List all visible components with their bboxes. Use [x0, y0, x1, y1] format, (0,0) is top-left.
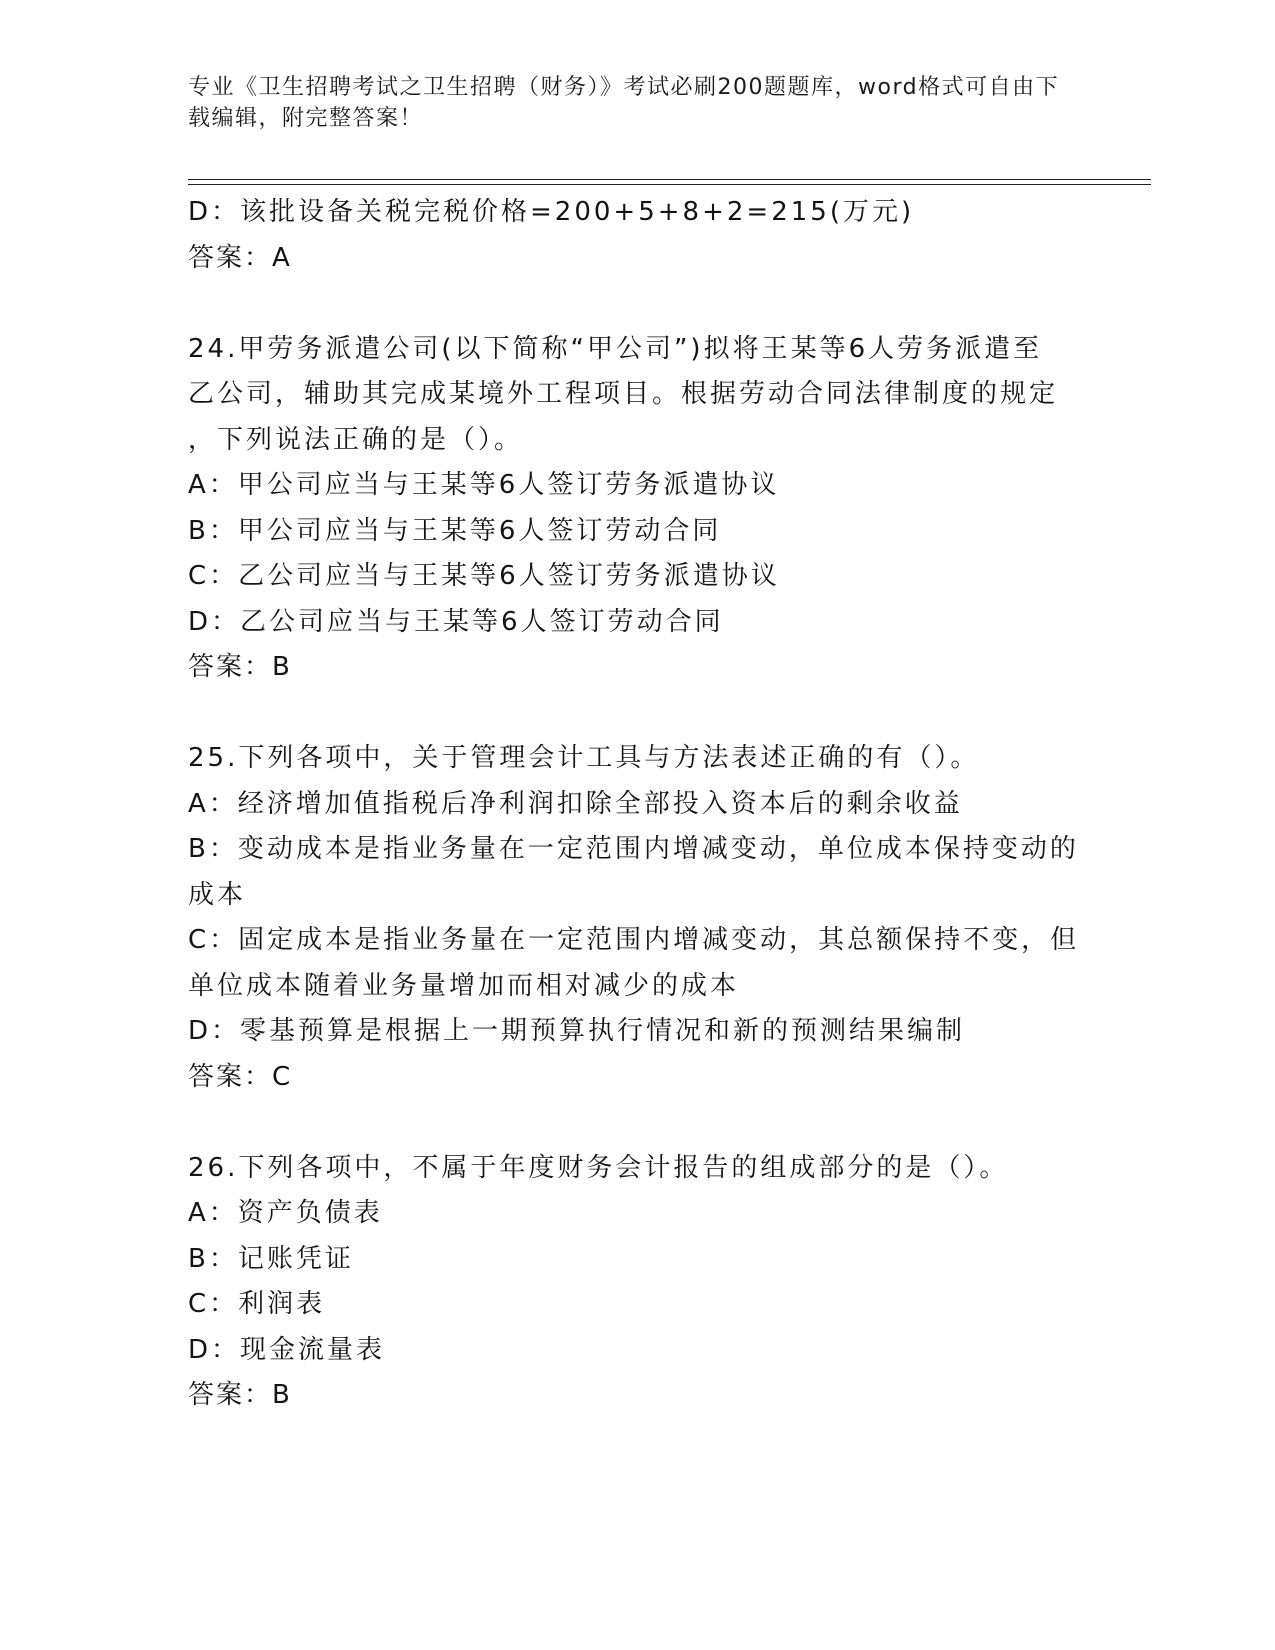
spacer	[188, 691, 1088, 737]
option-d: D：乙公司应当与王某等6人签订劳动合同	[188, 606, 724, 637]
question-25	[188, 736, 1088, 1100]
option-c: C：固定成本是指业务量在一定范围内增减变动，其总额保持不变，但	[188, 925, 1080, 955]
option-b-continued: 成本	[188, 879, 247, 910]
option-b: B：甲公司应当与王某等6人签订劳动合同	[188, 515, 722, 546]
option-a: A：资产负债表	[188, 1198, 383, 1228]
option-b: B：记账凭证	[188, 1243, 354, 1274]
option-b: B：变动成本是指业务量在一定范围内增减变动，单位成本保持变动的	[188, 834, 1079, 864]
option-c: C：乙公司应当与王某等6人签订劳务派遣协议	[188, 561, 780, 591]
answer: 答案：C	[188, 1061, 293, 1092]
option-c-continued: 单位成本随着业务量增加而相对减少的成本	[188, 970, 740, 1001]
option-d: D：零基预算是根据上一期预算执行情况和新的预测结果编制	[188, 1016, 966, 1046]
question-stem-line: 26.下列各项中，不属于年度财务会计报告的组成部分的是（）。	[188, 1152, 1009, 1183]
question-stem-line: 24.甲劳务派遣公司(以下简称“甲公司”)拟将王某等6人劳务派遣至	[188, 333, 1043, 364]
carryover-option-d: D：该批设备关税完税价格=200+5+8+2=215(万元)	[188, 197, 915, 227]
header-rule-bottom	[188, 184, 1151, 185]
question-24	[188, 327, 1088, 691]
spacer	[188, 1100, 1088, 1146]
option-d: D：现金流量表	[188, 1334, 386, 1365]
question-26	[188, 1146, 1088, 1419]
header-rule-top	[188, 179, 1151, 180]
question-stem-line: ，下列说法正确的是（）。	[188, 424, 524, 455]
spacer	[188, 281, 1088, 327]
answer: 答案：B	[188, 1380, 292, 1410]
question-stem-line: 25.下列各项中，关于管理会计工具与方法表述正确的有（）。	[188, 743, 980, 773]
option-a: A：甲公司应当与王某等6人签订劳务派遣协议	[188, 470, 780, 500]
option-c: C：利润表	[188, 1289, 326, 1319]
document-body	[188, 190, 1088, 1419]
carryover-answer: 答案：A	[188, 242, 292, 273]
question-stem-line: 乙公司，辅助其完成某境外工程项目。根据劳动合同法律制度的规定	[188, 379, 1059, 409]
document-header: 专业《卫生招聘考试之卫生招聘（财务）》考试必刷200题题库，word格式可自由下载编辑，附完整答案！	[188, 75, 1060, 131]
option-a: A：经济增加值指税后净利润扣除全部投入资本后的剩余收益	[188, 788, 963, 819]
answer: 答案：B	[188, 652, 292, 682]
